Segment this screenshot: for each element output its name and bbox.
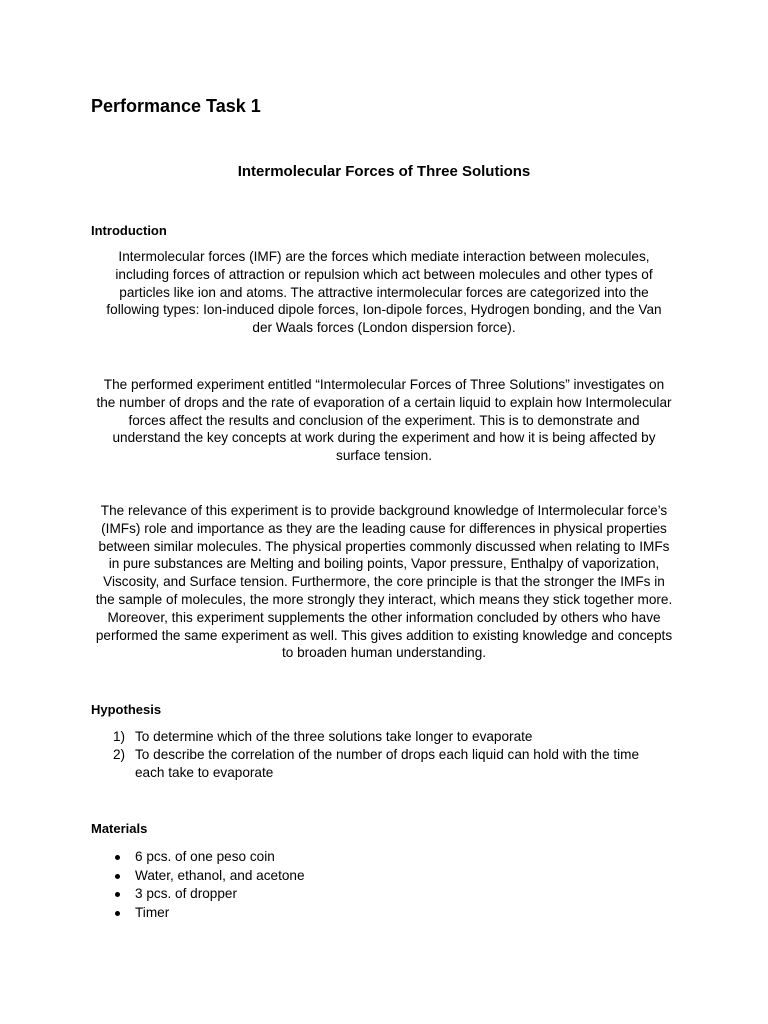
bullet-icon bbox=[115, 892, 120, 897]
materials-list bbox=[113, 848, 305, 922]
paragraph-line: to broaden human understanding. bbox=[281, 645, 487, 661]
paragraph-line: The relevance of this experiment is to provide background knowledge of Intermolecular force’s bbox=[100, 503, 668, 518]
bullet-icon bbox=[115, 911, 120, 916]
hypothesis-line: To determine which of the three solutions take longer to evaporate bbox=[135, 729, 533, 744]
paragraph-line: the sample of molecules, the more strongly they interact, which means they stick together more. bbox=[95, 591, 673, 607]
paragraph-line: Moreover, this experiment supplements the other information concluded by others who have bbox=[107, 609, 661, 625]
hypothesis-item bbox=[113, 746, 639, 782]
paragraph-line: particles like ion and atoms. The attractive intermolecular forces are categorized into the bbox=[119, 284, 649, 300]
materials-heading: Materials bbox=[91, 821, 148, 836]
paragraph-line: following types: Ion-induced dipole forces, Ion-dipole forces, Hydrogen bonding, and the Van bbox=[106, 302, 662, 318]
paragraph-line: performed the same experiment as well. This gives addition to existing knowledge and concepts bbox=[95, 627, 673, 643]
materials-item-text: Water, ethanol, and acetone bbox=[135, 867, 305, 883]
paragraph-line: between similar molecules. The physical properties commonly discussed when relating to IMFs bbox=[98, 538, 670, 554]
paragraph-line: Viscosity, and Surface tension. Furthermore, the core principle is that the stronger the IMFs in bbox=[103, 574, 665, 590]
hypothesis-item bbox=[113, 728, 639, 746]
materials-item bbox=[113, 867, 305, 886]
introduction-paragraph-1 bbox=[88, 248, 680, 337]
materials-item bbox=[113, 904, 305, 923]
paragraph-line: Intermolecular forces (IMF) are the forces which mediate interaction between molecules, bbox=[118, 249, 650, 264]
introduction-heading: Introduction bbox=[91, 223, 167, 238]
materials-item-text: 6 pcs. of one peso coin bbox=[135, 849, 275, 864]
paragraph-line: (IMFs) role and importance as they are the leading cause for differences in physical properties bbox=[101, 520, 667, 536]
bullet-icon bbox=[115, 874, 120, 879]
paragraph-line: surface tension. bbox=[336, 448, 432, 464]
hypothesis-line: To describe the correlation of the number of drops each liquid can hold with the time bbox=[135, 747, 640, 762]
introduction-paragraph-3 bbox=[88, 502, 680, 662]
list-number: 1) bbox=[113, 729, 126, 744]
paragraph-line: The performed experiment entitled “Intermolecular Forces of Three Solutions” investigates on bbox=[103, 377, 665, 392]
hypothesis-line: each take to evaporate bbox=[135, 765, 274, 780]
paragraph-line: understand the key concepts at work during the experiment and how it is being affected by bbox=[112, 430, 656, 446]
materials-item bbox=[113, 885, 305, 904]
paragraph-line: in pure substances are Melting and boiling points, Vapor pressure, Enthalpy of vaporization, bbox=[108, 556, 660, 572]
introduction-paragraph-2 bbox=[88, 376, 680, 465]
hypothesis-heading: Hypothesis bbox=[91, 702, 162, 717]
document-title: Performance Task 1 bbox=[91, 96, 261, 116]
bullet-icon bbox=[115, 855, 120, 860]
materials-item bbox=[113, 848, 305, 867]
hypothesis-list bbox=[113, 728, 639, 782]
document-subtitle: Intermolecular Forces of Three Solutions bbox=[237, 163, 531, 180]
paragraph-line: der Waals forces (London dispersion force). bbox=[252, 320, 516, 336]
list-number: 2) bbox=[113, 747, 126, 762]
paragraph-line: including forces of attraction or repulsion which act between molecules and other types of bbox=[115, 266, 653, 282]
paragraph-line: the number of drops and the rate of evaporation of a certain liquid to explain how Intermolecular bbox=[96, 394, 672, 410]
paragraph-line: forces affect the results and conclusion of the experiment. This is to demonstrate and bbox=[128, 412, 640, 428]
materials-item-text: Timer bbox=[135, 904, 170, 920]
materials-item-text: 3 pcs. of dropper bbox=[135, 886, 238, 901]
